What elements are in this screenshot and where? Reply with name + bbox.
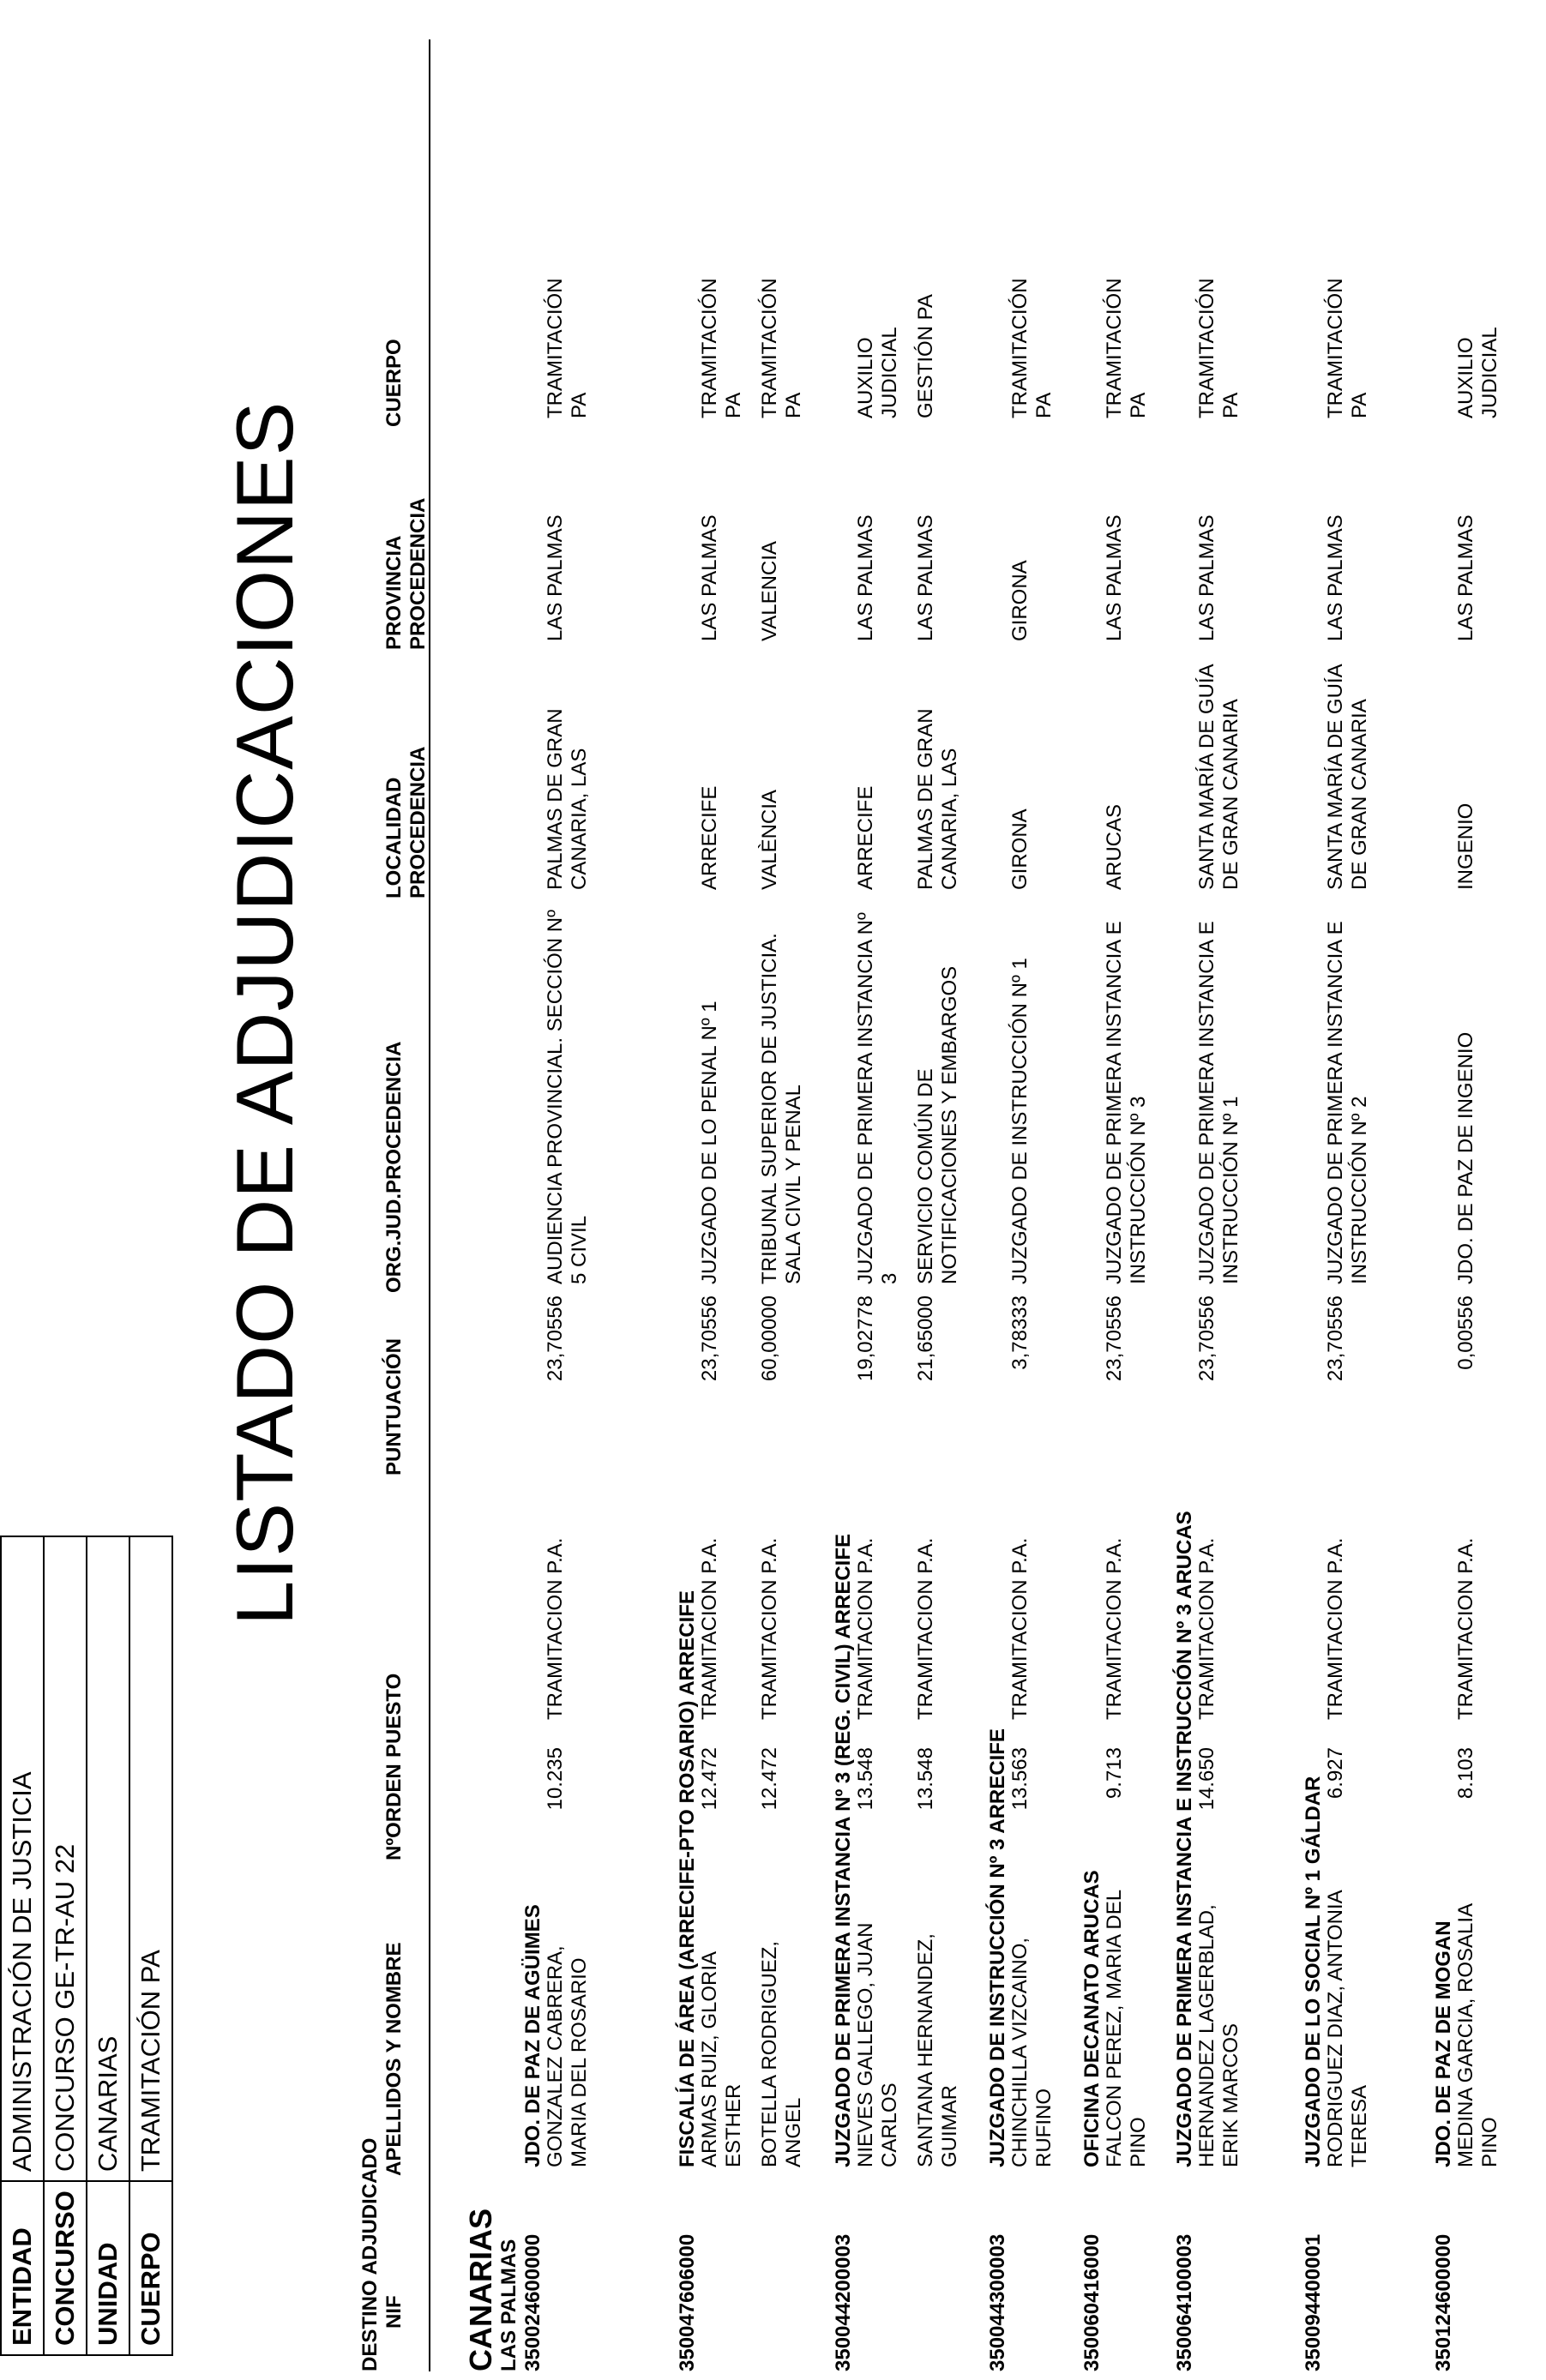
destination-code: 350047606000 xyxy=(676,2233,699,2371)
cell-localidad: PALMAS DE GRAN CANARIA, LAS xyxy=(914,708,961,890)
cell-name: FALCON PEREZ, MARIA DEL PINO xyxy=(1103,1890,1150,2167)
destination-code: 350024600000 xyxy=(521,2233,544,2371)
cell-norden: 10.235 xyxy=(544,1747,567,1811)
destination-name: JUZGADO DE PRIMERA INSTANCIA Nº 3 (REG. CIVIL) ARRECIFE xyxy=(832,1533,855,2167)
cuerpo-value: TRAMITACIÓN PA xyxy=(129,1536,172,2181)
cell-cuerpo: TRAMITACIÓN PA xyxy=(1103,278,1150,418)
cell-org: AUDIENCIA PROVINCIAL. SECCIÓN Nº 5 CIVIL xyxy=(544,910,591,1284)
cell-org: JUZGADO DE LO PENAL Nº 1 xyxy=(698,1001,721,1284)
cell-org: JUZGADO DE PRIMERA INSTANCIA E INSTRUCCIÓN Nº 2 xyxy=(1324,921,1371,1284)
cell-puesto: TRAMITACION P.A. xyxy=(698,1537,721,1720)
cell-org: SERVICIO COMÚN DE NOTIFICACIONES Y EMBARGOS xyxy=(914,965,961,1284)
cell-puesto: TRAMITACION P.A. xyxy=(1454,1537,1477,1720)
cell-cuerpo: AUXILIO JUDICIAL xyxy=(1454,327,1501,418)
column-header-puntuacion: PUNTUACIÓN xyxy=(382,1338,406,1475)
column-header-org: ORG.JUD.PROCEDENCIA xyxy=(382,1041,406,1293)
cell-org: JUZGADO DE INSTRUCCIÓN Nº 1 xyxy=(1008,958,1032,1284)
cell-name: SANTANA HERNANDEZ, GUIMAR xyxy=(914,1933,961,2167)
cell-localidad: ARUCAS xyxy=(1103,803,1126,890)
destination-code: 350044300003 xyxy=(986,2233,1009,2371)
column-header-apellidos: APELLIDOS Y NOMBRE xyxy=(382,1942,406,2176)
destination-code: 350094400001 xyxy=(1302,2233,1325,2371)
cell-provincia: LAS PALMAS xyxy=(1324,514,1347,641)
cell-norden: 13.563 xyxy=(1008,1747,1032,1811)
destination-name: JUZGADO DE PRIMERA INSTANCIA E INSTRUCCIÓN Nº 3 ARUCAS xyxy=(1173,1511,1196,2167)
cell-cuerpo: TRAMITACIÓN PA xyxy=(1008,278,1056,418)
cell-provincia: LAS PALMAS xyxy=(698,514,721,641)
cell-puntuacion: 60,00000 xyxy=(758,1295,781,1382)
header-table xyxy=(0,1536,173,2356)
cell-org: JUZGADO DE PRIMERA INSTANCIA Nº 3 xyxy=(854,912,901,1284)
cell-cuerpo: TRAMITACIÓN PA xyxy=(544,278,591,418)
entidad-value: ADMINISTRACIÓN DE JUSTICIA xyxy=(1,1536,44,2181)
column-header-puesto: PUESTO xyxy=(382,1673,406,1758)
cell-localidad: VALÈNCIA xyxy=(758,790,781,890)
cell-localidad: SANTA MARÍA DE GUÍA DE GRAN CANARIA xyxy=(1324,664,1371,890)
cell-provincia: VALENCIA xyxy=(758,541,781,641)
cell-name: ARMAS RUIZ, GLORIA ESTHER xyxy=(698,1952,745,2167)
cell-provincia: LAS PALMAS xyxy=(1454,514,1477,641)
cell-provincia: LAS PALMAS xyxy=(544,514,567,641)
cell-name: CHINCHILLA VIZCAINO, RUFINO xyxy=(1008,1937,1056,2167)
cell-cuerpo: TRAMITACIÓN PA xyxy=(1195,278,1242,418)
concurso-value: CONCURSO GE-TR-AU 22 xyxy=(44,1536,87,2181)
cell-puesto: TRAMITACION P.A. xyxy=(758,1537,781,1720)
destination-name: JDO. DE PAZ DE MOGAN xyxy=(1432,1920,1455,2167)
cell-puesto: TRAMITACION P.A. xyxy=(1008,1537,1032,1720)
cell-norden: 9.713 xyxy=(1103,1747,1126,1800)
cell-localidad: ARRECIFE xyxy=(854,785,877,890)
cell-norden: 6.927 xyxy=(1324,1747,1347,1800)
destination-code: 350124600000 xyxy=(1432,2233,1455,2371)
cell-puntuacion: 21,65000 xyxy=(914,1295,937,1382)
destination-code: 350044200003 xyxy=(832,2233,855,2371)
cell-provincia: LAS PALMAS xyxy=(1103,514,1126,641)
page-title: LISTADO DE ADJUDICACIONES xyxy=(220,400,310,1626)
cell-name: NIEVES GALLEGO, JUAN CARLOS xyxy=(854,1922,901,2167)
cell-puesto: TRAMITACION P.A. xyxy=(1103,1537,1126,1720)
cell-norden: 13.548 xyxy=(914,1747,937,1811)
column-header-norden: NºORDEN xyxy=(382,1764,406,1860)
cell-provincia: LAS PALMAS xyxy=(1195,514,1218,641)
cell-puesto: TRAMITACION P.A. xyxy=(914,1537,937,1720)
cell-cuerpo: TRAMITACIÓN PA xyxy=(1324,278,1371,418)
cell-provincia: LAS PALMAS xyxy=(854,514,877,641)
cell-provincia: LAS PALMAS xyxy=(914,514,937,641)
destination-name: JUZGADO DE INSTRUCCIÓN Nº 3 ARRECIFE xyxy=(986,1728,1009,2167)
cell-puntuacion: 23,70556 xyxy=(1103,1295,1126,1382)
cell-norden: 12.472 xyxy=(698,1747,721,1811)
cell-org: JUZGADO DE PRIMERA INSTANCIA E INSTRUCCIÓN Nº 3 xyxy=(1103,921,1150,1284)
destination-name: JUZGADO DE LO SOCIAL Nº 1 GÁLDAR xyxy=(1302,1776,1325,2167)
cell-norden: 8.103 xyxy=(1454,1747,1477,1800)
cell-puesto: TRAMITACION P.A. xyxy=(1195,1537,1218,1720)
cell-cuerpo: AUXILIO JUDICIAL xyxy=(854,327,901,418)
cuerpo-label: CUERPO xyxy=(129,2181,172,2355)
unidad-label: UNIDAD xyxy=(87,2181,129,2355)
cell-norden: 13.548 xyxy=(854,1747,877,1811)
cell-norden: 14.650 xyxy=(1195,1747,1218,1811)
cell-puesto: TRAMITACION P.A. xyxy=(854,1537,877,1720)
destination-name: OFICINA DECANATO ARUCAS xyxy=(1080,1870,1104,2167)
cell-name: HERNANDEZ LAGERBLAD, ERIK MARCOS xyxy=(1195,1904,1242,2167)
cell-localidad: ARRECIFE xyxy=(698,785,721,890)
cell-name: MEDINA GARCIA, ROSALIA PINO xyxy=(1454,1904,1501,2167)
destination-name: FISCALÍA DE ÁREA (ARRECIFE-PTO ROSARIO) ARRECIFE xyxy=(676,1590,699,2167)
destination-code: 350060416000 xyxy=(1080,2233,1104,2371)
cell-name: GONZALEZ CABRERA, MARIA DEL ROSARIO xyxy=(544,1945,591,2167)
cell-puntuacion: 0,00556 xyxy=(1454,1295,1477,1370)
cell-org: JUZGADO DE PRIMERA INSTANCIA E INSTRUCCIÓN Nº 1 xyxy=(1195,921,1242,1284)
column-header-destino: DESTINO ADJUDICADO xyxy=(358,2137,382,2371)
column-header-nif: NIF xyxy=(382,2295,406,2329)
cell-org: TRIBUNAL SUPERIOR DE JUSTICIA. SALA CIVIL Y PENAL xyxy=(758,933,805,1284)
cell-name: BOTELLA RODRIGUEZ, ANGEL xyxy=(758,1940,805,2167)
region-heading: CANARIAS xyxy=(463,2208,498,2371)
cell-name: RODRIGUEZ DIAZ, ANTONIA TERESA xyxy=(1324,1890,1371,2167)
cell-puesto: TRAMITACION P.A. xyxy=(1324,1537,1347,1720)
cell-puntuacion: 23,70556 xyxy=(698,1295,721,1382)
cell-localidad: PALMAS DE GRAN CANARIA, LAS xyxy=(544,708,591,890)
destination-code: 350064100003 xyxy=(1173,2233,1196,2371)
cell-org: JDO. DE PAZ DE INGENIO xyxy=(1454,1031,1477,1284)
cell-puesto: TRAMITACION P.A. xyxy=(544,1537,567,1720)
destination-name: JDO. DE PAZ DE AGÜIMES xyxy=(521,1904,544,2167)
column-header-provincia: PROVINCIA PROCEDENCIA xyxy=(382,497,430,650)
cell-localidad: GIRONA xyxy=(1008,808,1032,890)
unidad-value: CANARIAS xyxy=(87,1536,129,2181)
cell-puntuacion: 19,02778 xyxy=(854,1295,877,1382)
header-rule xyxy=(429,39,430,2371)
province-heading: LAS PALMAS xyxy=(497,2239,520,2371)
cell-cuerpo: TRAMITACIÓN PA xyxy=(758,278,805,418)
cell-puntuacion: 23,70556 xyxy=(1324,1295,1347,1382)
concurso-label: CONCURSO xyxy=(44,2181,87,2355)
cell-cuerpo: GESTIÓN PA xyxy=(914,294,937,418)
cell-puntuacion: 23,70556 xyxy=(544,1295,567,1382)
column-header-localidad: LOCALIDAD PROCEDENCIA xyxy=(382,746,430,899)
entidad-label: ENTIDAD xyxy=(1,2181,44,2355)
cell-norden: 12.472 xyxy=(758,1747,781,1811)
cell-puntuacion: 3,78333 xyxy=(1008,1295,1032,1370)
column-header-cuerpo: CUERPO xyxy=(382,339,406,427)
cell-cuerpo: TRAMITACIÓN PA xyxy=(698,278,745,418)
cell-localidad: SANTA MARÍA DE GUÍA DE GRAN CANARIA xyxy=(1195,664,1242,890)
cell-provincia: GIRONA xyxy=(1008,560,1032,641)
cell-puntuacion: 23,70556 xyxy=(1195,1295,1218,1382)
cell-localidad: INGENIO xyxy=(1454,802,1477,890)
